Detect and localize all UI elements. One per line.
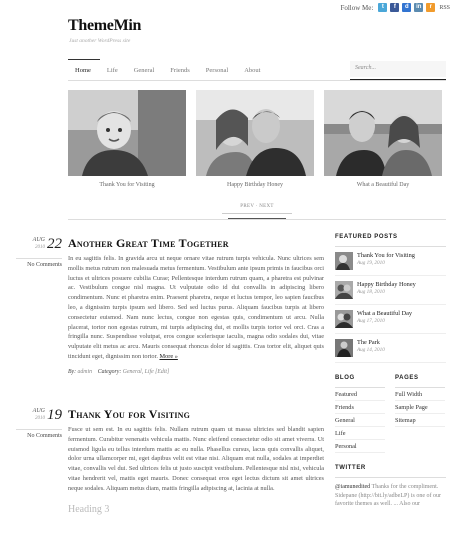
follow-bar: [340, 3, 450, 12]
page-link[interactable]: Full Width: [395, 388, 445, 401]
featured-date: Aug 18, 2010: [357, 289, 385, 295]
main-nav: [68, 60, 268, 80]
post-date: [16, 237, 62, 251]
post-article: [27, 236, 324, 375]
site-tagline: Just another WordPress site: [69, 38, 131, 44]
author-link[interactable]: admin: [77, 368, 92, 375]
nav-item-about[interactable]: About: [244, 66, 261, 74]
featured-thumb[interactable]: [335, 252, 353, 270]
featured-post-item[interactable]: [335, 276, 446, 305]
featured-post-item[interactable]: [335, 305, 446, 334]
tweet-user-link[interactable]: @iamunedited: [335, 484, 371, 490]
section-divider-accent: [228, 218, 286, 219]
tweet-tail: Also our: [399, 501, 420, 507]
blog-category-link[interactable]: Life: [335, 427, 385, 440]
blog-widget: [335, 375, 385, 453]
post-meta: [16, 237, 62, 268]
sidebar: [335, 234, 446, 509]
featured-date: Aug 19, 2010: [357, 260, 385, 266]
featured-thumb[interactable]: [335, 281, 353, 299]
pager-underline: [222, 213, 292, 214]
blog-category-link[interactable]: General: [335, 414, 385, 427]
slide-caption[interactable]: What a Beautiful Day: [356, 182, 410, 188]
category-links[interactable]: General, Life [Edit]: [122, 368, 170, 375]
post-date: [16, 408, 62, 422]
pages-widget: [395, 375, 445, 453]
category-columns: [335, 375, 446, 453]
blog-category-link[interactable]: Friends: [335, 401, 385, 414]
nav-item-home[interactable]: Home: [75, 66, 91, 74]
slider-pager[interactable]: [222, 204, 292, 214]
featured-slider: [68, 90, 442, 188]
featured-date: Aug 14, 2010: [357, 347, 385, 353]
post-month: AUG 2010: [32, 408, 45, 421]
rss-icon[interactable]: r: [426, 3, 435, 12]
post-meta: [16, 408, 62, 439]
featured-thumb[interactable]: [335, 310, 353, 328]
slide-photo-child[interactable]: [68, 90, 186, 176]
featured-thumb[interactable]: [335, 339, 353, 357]
slide-photo-couple[interactable]: [196, 90, 314, 176]
comments-link[interactable]: No Comments: [16, 429, 62, 439]
post-day: 19: [47, 407, 62, 423]
search-input[interactable]: Search...: [350, 61, 446, 77]
nav-item-personal[interactable]: Personal: [205, 66, 229, 74]
blog-category-link[interactable]: Personal: [335, 440, 385, 453]
post-title[interactable]: Another Great Time Together: [68, 236, 229, 250]
post-heading: Heading 3: [68, 503, 110, 515]
nav-item-general[interactable]: General: [133, 66, 155, 74]
more-link[interactable]: More »: [159, 352, 178, 360]
tweet: [335, 483, 446, 509]
tweet-text: Thanks for the compliment. Sidepane (http://bit.ly/adbeLP) is one of our favorite themes as well. ...: [335, 484, 441, 507]
section-divider: [68, 219, 446, 220]
post-byline: By: admin Category: General, Life [Edit]: [68, 368, 170, 375]
nav-item-friends[interactable]: Friends: [170, 66, 190, 74]
follow-label: Follow Me:: [340, 3, 374, 12]
featured-date: Aug 17, 2010: [357, 318, 385, 324]
featured-title[interactable]: What a Beautiful Day: [357, 310, 413, 317]
slide-photo-beach[interactable]: [324, 90, 442, 176]
site-logo[interactable]: ThemeMin: [68, 17, 142, 34]
comments-link[interactable]: No Comments: [16, 258, 62, 268]
pages-heading: PAGES: [395, 375, 445, 388]
post-title[interactable]: Thank You for Visiting: [68, 407, 191, 421]
slider-pager-label[interactable]: PREV · NEXT: [240, 204, 274, 209]
blog-heading: BLOG: [335, 375, 385, 388]
linkedin-icon[interactable]: in: [416, 4, 422, 10]
twitter-heading: TWITTER: [335, 465, 446, 478]
page-link[interactable]: Sample Page: [395, 401, 445, 414]
featured-title[interactable]: The Park: [357, 339, 380, 346]
slide-caption[interactable]: Happy Birthday Honey: [227, 182, 283, 188]
facebook-icon[interactable]: f: [390, 3, 399, 12]
delicious-icon[interactable]: d: [402, 3, 411, 12]
featured-post-item[interactable]: [335, 334, 446, 363]
featured-title[interactable]: Happy Birthday Honey: [357, 281, 416, 288]
slide-caption[interactable]: Thank You for Visiting: [99, 182, 155, 188]
featured-post-item[interactable]: [335, 247, 446, 276]
post-article: [27, 407, 324, 515]
post-excerpt: In eu sagittis felis. In gravida arcu ut neque ornare vitae rutrum turpis vehicula. Nunc ultrices sem mollis metus rutrum non malesuada metus fermentum. Vestibulum ante ipsum primis in faucibus orci luctus et ultrices posuere cubilia Curae; Pellentesque interdum rutrum quam, a pharetra est pulvinar ac. Vestibulum congue nisl magna. Ut vulputate odio id dui convallis in adipiscing libero condimentum. Nunc et pharetra enim. Praesent pharetra, neque et luctus tempor, leo sapien faucibus leo, a dignissim turpis ipsum sed libero. Sed sed luctus purus. Aliquam faucibus turpis at libero consectetur euismod. Nam nunc lectus, congue non egestas quis, condimentum ut arcu. Nulla placerat, tortor non egestas rutrum, mi turpis adipiscing dui, et mollis turpis tortor vel orci. Cras a fringilla nunc. Suspendisse volutpat, eros congue scelerisque iaculis, magna odio sodales dui, vitae vulputate elit metus ac arcu. Mauris consequat rhoncus dolor id sagittis. Cras tortor elit, aliquet quis tincidunt eget, dignissim non tortor. More »: [68, 255, 324, 360]
post-day: 22: [47, 236, 62, 252]
post-month: AUG 2010: [32, 237, 45, 250]
search-underline: [350, 79, 446, 80]
slide-item[interactable]: [68, 90, 186, 188]
page-link[interactable]: Sitemap: [395, 414, 445, 427]
nav-divider: [68, 80, 446, 81]
twitter-icon[interactable]: t: [378, 3, 387, 12]
slide-item[interactable]: [196, 90, 314, 188]
rss-link[interactable]: RSS: [439, 4, 450, 11]
slide-item[interactable]: [324, 90, 442, 188]
blog-category-link[interactable]: Featured: [335, 388, 385, 401]
post-excerpt: Fusce ut sem est. In eu sagittis felis. Nullam rutrum quam ut massa ultricies sed blandit sapien fermentum. Curabitur venenatis vehicula mattis. Nunc eleifend consectetur odio sit amet viverra. Ut euismod ligula eu tellus interdum mattis ac eu nulla. Phasellus cursus, lacus quis convallis aliquet, dolor urna ullamcorper mi, eget dapibus velit est vitae nisi. Aliquam erat nulla, sodales at imperdiet vitae, convallis vel dui. Sed ultrices felis ut justo suscipit vestibulum. Pellentesque nisl nisi, vehicula vitae hendrerit vel, mattis eget mauris. Donec consequat eros eget lectus dictum sit amet ultrices neque sodales. Aliquam metus diam, mattis fringilla adipiscing at, lacinia at nulla.: [68, 426, 324, 492]
featured-title[interactable]: Thank You for Visiting: [357, 252, 415, 259]
nav-item-life[interactable]: Life: [106, 66, 118, 74]
featured-posts-heading: FEATURED POSTS: [335, 234, 446, 247]
